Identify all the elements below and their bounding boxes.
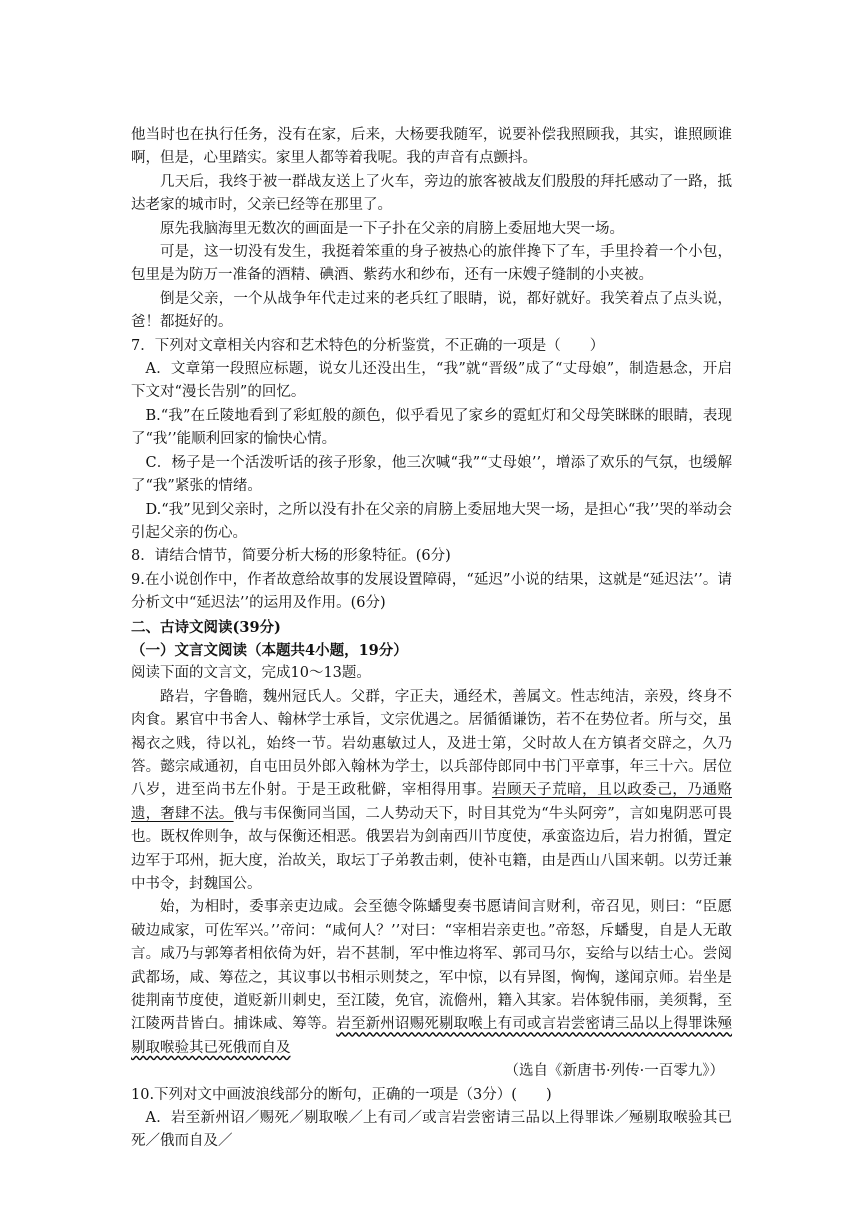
classical-text: 俄与韦保衡同当国，二人势动天下，时目其党为“牛头阿旁”，言如鬼阴恶可畏也。既权侔则争，故与保衡还相恶。俄罢岩为剑南西川节度使，承蛮盗边后，岩力拊循，置定边军于邛州，扼大度，治故关，取坛丁子弟教击刺，使补屯籍，由是西山八国来朝。以劳迁兼中书令，封魏国公。 [131,805,733,892]
classical-text-paragraph [131,686,732,897]
subsection-heading: （一）文言文阅读（本题共4小题，19分） [131,641,408,659]
story-paragraph: 他当时也在执行任务，没有在家，后来，大杨要我随军，说要补偿我照顾我，其实，谁照顾谁啊，但是，心里踏实。家里人都等着我呢。我的声音有点颤抖。 [131,127,732,167]
question-9: 9.在小说创作中，作者故意给故事的发展设置障碍，“延迟”小说的结果，这就是“延迟法’’。请分析文中“延迟法’’的运用及作用。(6分) [131,571,732,612]
source-citation: （选自《新唐书·列传·一百零九》） [504,1063,724,1080]
story-paragraph: 可是，这一切没有发生，我挺着笨重的身子被热心的旅伴搀下了车，手里拎着一个小包，包里是为防万一准备的酒精、碘酒、紫药水和纱布，还有一床嫂子缝制的小夹被。 [131,244,732,284]
section-heading: 二、古诗文阅读(39分) [131,618,281,636]
question-8: 8．请结合情节，简要分析大杨的形象特征。(6分) [131,548,451,565]
underlined-sentence: 岩顾天子荒暗，且以政委己，乃通赂遗，奢肆不法。 [131,782,732,822]
classical-text: 路岩，字鲁瞻，魏州冠氏人。父群，字正夫，通经术，善属文。性志纯洁，亲殁，终身不肉食。累官中书舍人、翰林学士承旨，文宗优遇之。居循循谦饬，若不在势位者。所与交，虽褐衣之贱，待以礼，始终一节。岩幼惠敏过人，及进士第，父时故人在方镇者交辟之，久乃答。懿宗咸通初，自屯田员外郎入翰林为学士，以兵部侍郎同中书门平章事，年三十六。居位八岁，进至尚书左仆射。于是王政秕僻，宰相得用事。 [131,688,732,799]
story-paragraph: 倒是父亲，一个从战争年代走过来的老兵红了眼睛，说，都好就好。我笑着点了点头说，爸！都挺好的。 [131,290,732,331]
story-paragraph: 几天后，我终于被一群战友送上了火车，旁边的旅客被战友们殷殷的拜托感动了一路，抵达老家的城市时，父亲已经等在那里了。 [131,173,732,214]
question-10-option-a: A．岩至新州诏／赐死／剔取喉／上有司／或言岩尝密请三品以上得罪诛／殛剔取喉验其已死／俄而自及／ [131,1110,732,1150]
classical-text-paragraph [131,896,732,1060]
question-7-stem: 7．下列对文章相关内容和艺术特色的分析鉴赏，不正确的一项是（ ） [131,337,605,354]
story-paragraph: 原先我脑海里无数次的画面是一下子扑在父亲的肩膀上委屈地大哭一场。 [160,220,624,237]
question-7-option-a: A．文章第一段照应标题，说女儿还没出生，“我”就“晋级”成了“丈母娘”，制造悬念，开启下文对“漫长告别”的回忆。 [131,361,732,401]
reading-instruction: 阅读下面的文言文，完成10～13题。 [131,665,371,682]
question-7-option-b: B.“我”在丘陵地看到了彩虹般的颜色，似乎看见了家乡的霓虹灯和父母笑眯眯的眼睛，表现了“我’’能顺利回家的愉快心情。 [131,407,732,448]
question-10-stem: 10.下列对文中画波浪线部分的断句，正确的一项是（3分）( ) [131,1086,552,1103]
classical-text: 始，为相时，委事亲吏边咸。会至德令陈蟠叟奏书愿请间言财利，帝召见，则曰：“臣愿破边咸家，可佐军兴。’’帝问：“咸何人？’’对曰：“宰相岩亲吏也。”帝怒，斥蟠叟，自是人无敢言。咸乃与郭筹者相依倚为奸，岩不甚制，军中惟边将军、郭司马尔，妄给与以结士心。尝阅武都场，咸、筹莅之，其议事以书相示则焚之，军中惊，以有异图，恟恟，遂闻京师。岩坐是徙荆南节度使，道贬新川刺史，至江陵，免官，流儋州，籍入其家。岩体貌伟丽，美须髯，至江陵两昔皆白。捕诛咸、筹等。 [131,899,732,1033]
wavy-underlined-passage: 岩至新州诏赐死剔取喉上有司或言岩尝密请三品以上得罪诛殛剔取喉验其已死俄而自及 [131,1016,733,1056]
question-7-option-d: D.“我”见到父亲时，之所以没有扑在父亲的肩膀上委屈地大哭一场，是担心“我’’哭的举动会引起父亲的伤心。 [131,501,732,541]
question-7-option-c: C．杨子是一个活泼听话的孩子形象，他三次喊“我”“丈母娘’’，增添了欢乐的气氛，也缓解了“我”紧张的情绪。 [131,454,732,495]
